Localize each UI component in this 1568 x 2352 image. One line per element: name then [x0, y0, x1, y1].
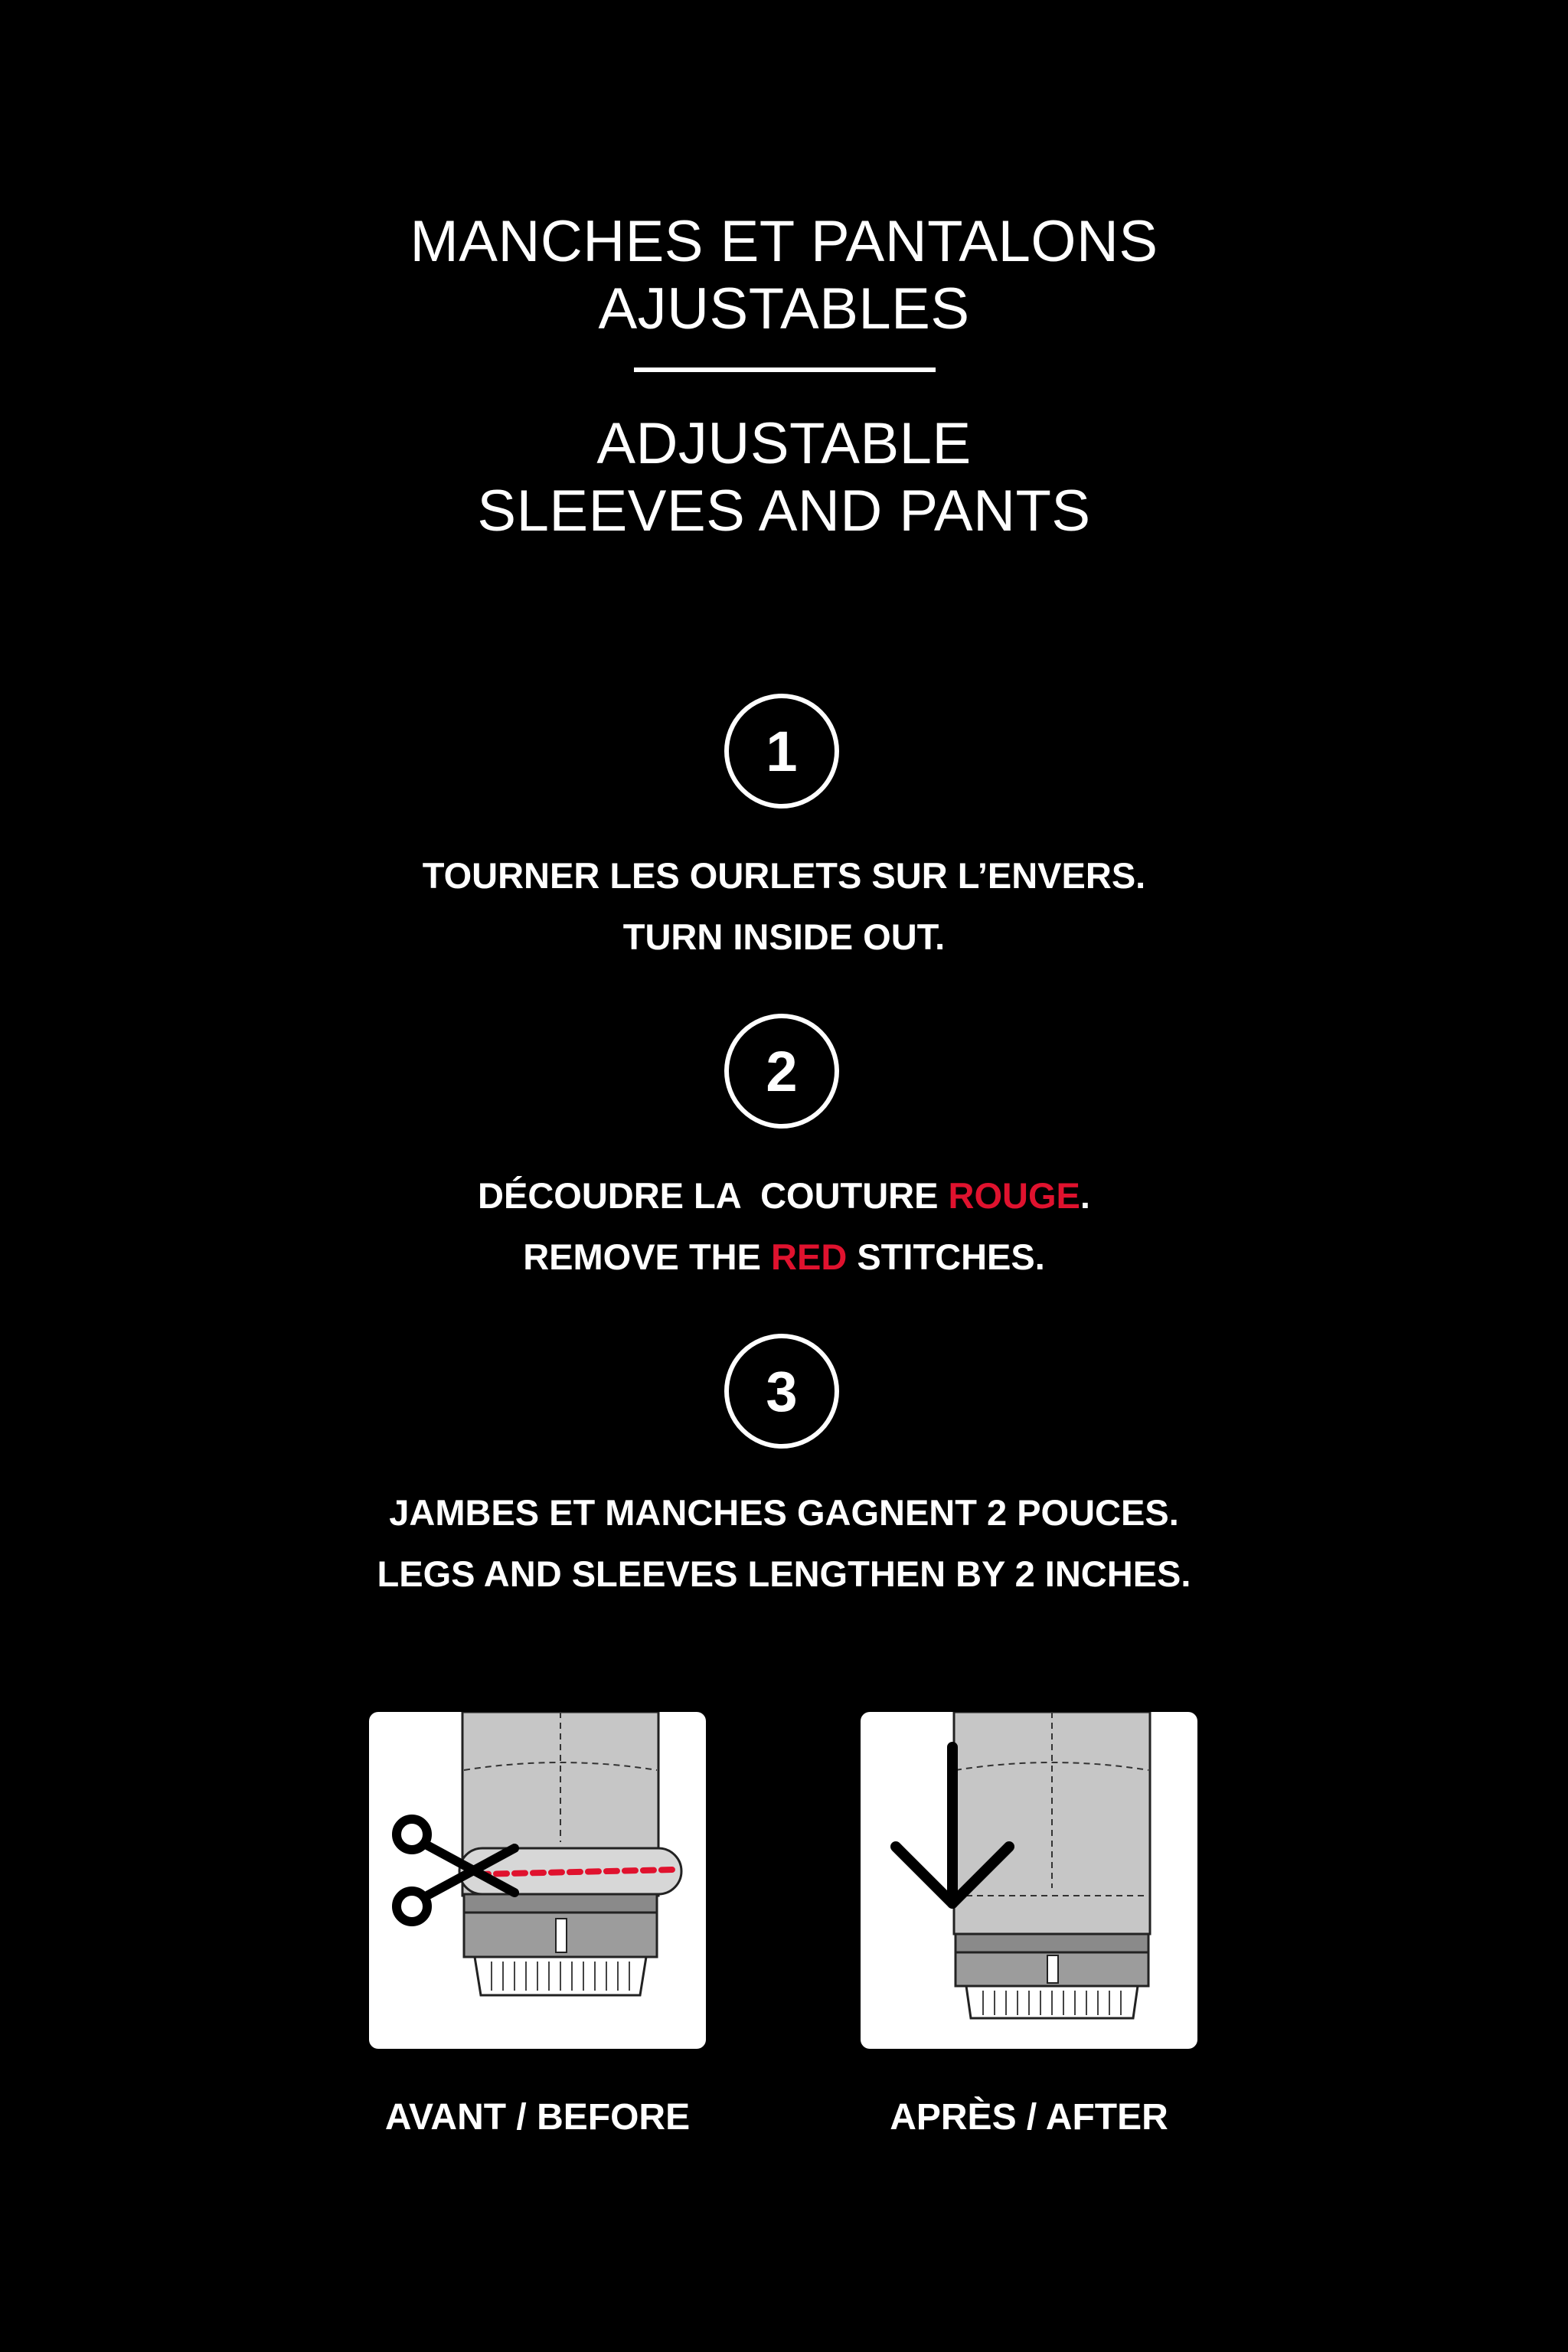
instruction-text: DÉCOUDRE LA COUTURE [478, 1175, 949, 1216]
title-french-line-2: AJUSTABLES [598, 276, 970, 341]
step-3-instructions [0, 1482, 1568, 1605]
step-1-instructions [0, 845, 1568, 968]
before-illustration [369, 1712, 706, 2049]
instruction-text: STITCHES. [847, 1236, 1045, 1277]
step-2-number: 2 [766, 1039, 798, 1103]
instruction-line [0, 1544, 1568, 1605]
instruction-text: TURN INSIDE OUT. [622, 916, 946, 957]
step-2-number-badge [724, 1014, 839, 1129]
instruction-text: LEGS AND SLEEVES LENGTHEN BY 2 INCHES. [377, 1553, 1191, 1594]
after-caption: APRÈS / AFTER [890, 2097, 1168, 2138]
instruction-text: . [1080, 1175, 1090, 1216]
title-english-line-1: ADJUSTABLE [596, 411, 972, 476]
instruction-highlight-red: RED [771, 1236, 848, 1277]
instruction-line [0, 1165, 1568, 1227]
step-3-number-badge [724, 1334, 839, 1449]
step-1-number: 1 [766, 719, 798, 783]
before-caption: AVANT / BEFORE [384, 2097, 691, 2138]
instruction-highlight-red: ROUGE [948, 1175, 1080, 1216]
title-french-line-1: MANCHES ET PANTALONS [410, 209, 1158, 274]
instruction-text: TOURNER LES OURLETS SUR L’ENVERS. [422, 855, 1146, 896]
after-illustration [861, 1712, 1197, 2049]
instruction-text: JAMBES ET MANCHES GAGNENT 2 POUCES. [389, 1492, 1179, 1533]
step-2-instructions [0, 1165, 1568, 1288]
instruction-line [0, 845, 1568, 906]
instruction-line [0, 1482, 1568, 1544]
instruction-text: REMOVE THE [523, 1236, 772, 1277]
title-english-line-2: SLEEVES AND PANTS [477, 479, 1091, 544]
step-3-number: 3 [766, 1359, 798, 1423]
instruction-line [0, 906, 1568, 968]
instruction-line [0, 1227, 1568, 1288]
title-french [0, 208, 1568, 343]
title-divider [634, 368, 936, 372]
title-english [0, 410, 1568, 545]
step-1-number-badge [724, 694, 839, 808]
